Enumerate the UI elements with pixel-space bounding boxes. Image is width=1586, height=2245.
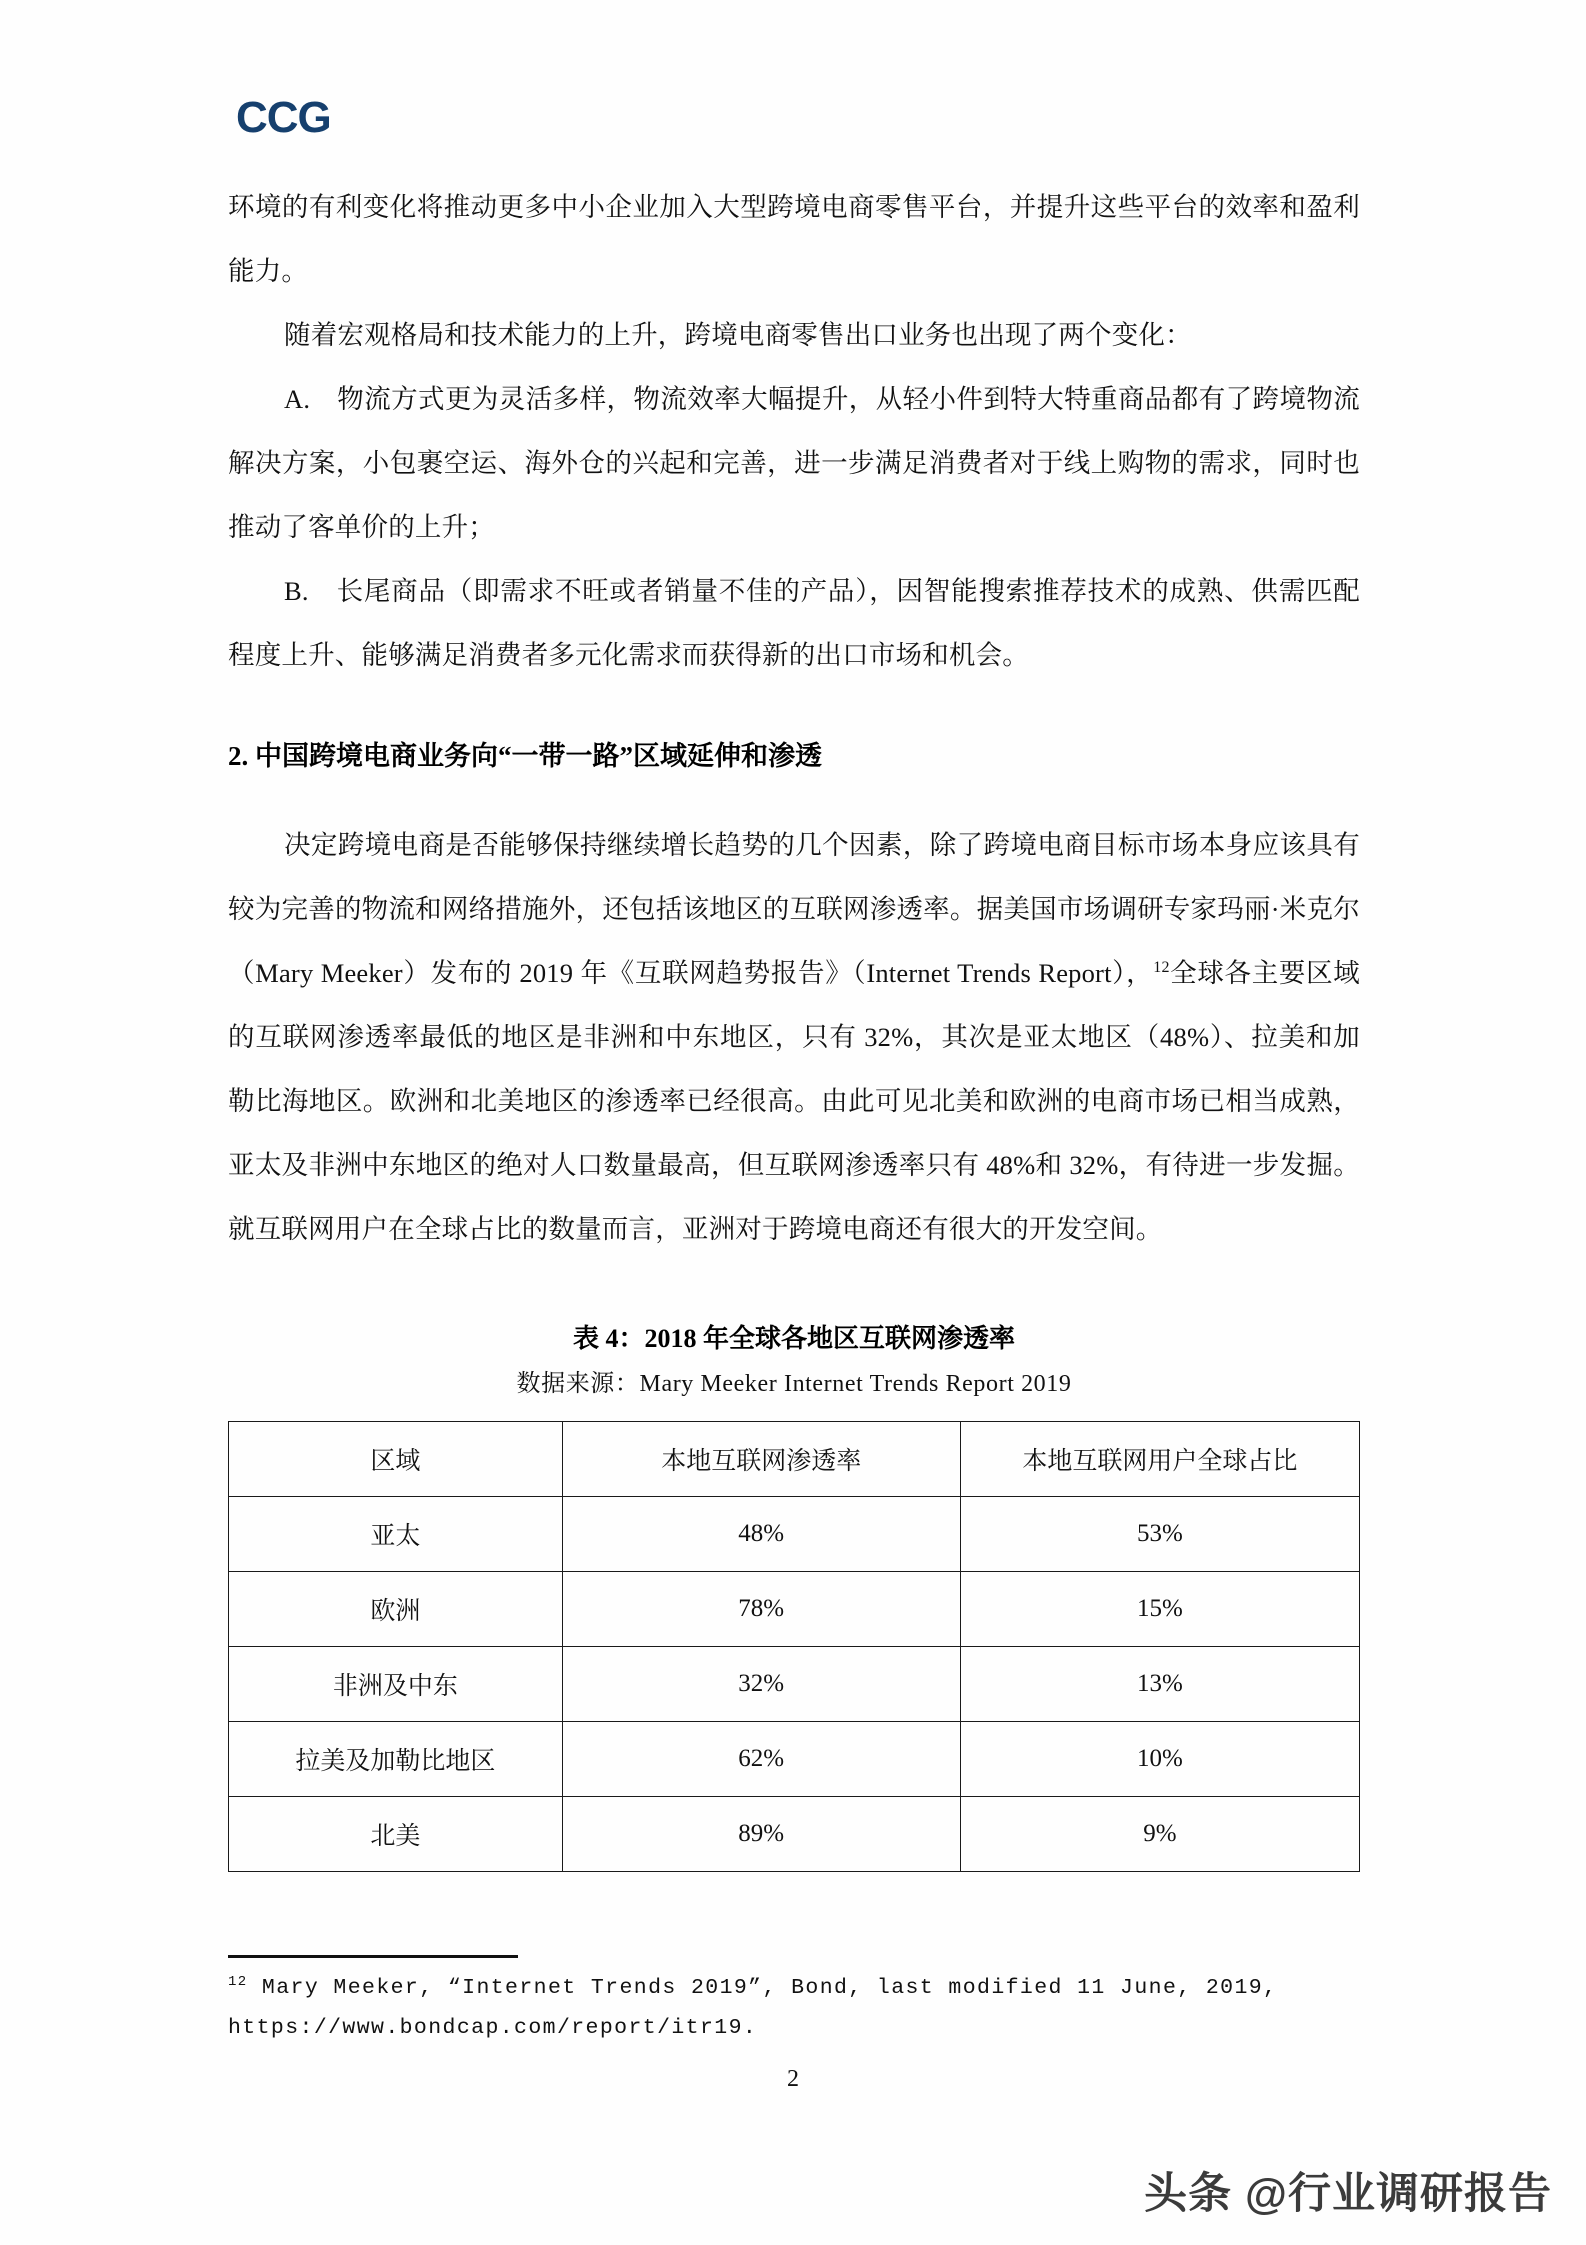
spacer-before-table xyxy=(228,1261,1360,1317)
page-number: 2 xyxy=(787,2066,799,2092)
cell-region: 亚太 xyxy=(229,1497,563,1572)
cell-penetration: 89% xyxy=(562,1797,960,1872)
cell-region: 北美 xyxy=(229,1797,563,1872)
ccg-logo xyxy=(236,93,331,142)
spacer-before-heading xyxy=(228,687,1360,731)
internet-penetration-table xyxy=(228,1421,1360,1872)
cell-region: 拉美及加勒比地区 xyxy=(229,1722,563,1797)
cell-share: 9% xyxy=(960,1797,1359,1872)
cell-region: 欧洲 xyxy=(229,1572,563,1647)
cell-penetration: 48% xyxy=(562,1497,960,1572)
spacer-after-heading xyxy=(228,781,1360,813)
footnote-text-1: Mary Meeker, “Internet Trends 2019”, Bond, last modified 11 June, 2019, xyxy=(247,1976,1278,2000)
footnote-line-2[interactable]: https://www.bondcap.com/report/itr19. xyxy=(228,2016,758,2040)
ccg-logo-text: CCG xyxy=(236,93,331,142)
document-body xyxy=(228,175,1360,1872)
table-row xyxy=(229,1647,1360,1722)
footnote-line-1 xyxy=(228,1968,1398,2008)
list-item-a: A. 物流方式更为灵活多样，物流效率大幅提升，从轻小件到特大特重商品都有了跨境物流解决方案，小包裹空运、海外仓的兴起和完善，进一步满足消费者对于线上购物的需求，同时也推动了客单价的上升； xyxy=(228,384,1360,542)
cell-penetration: 32% xyxy=(562,1647,960,1722)
watermark: 头条 @行业调研报告 xyxy=(1144,2170,1552,2218)
cell-penetration: 78% xyxy=(562,1572,960,1647)
column-header-share: 本地互联网用户全球占比 xyxy=(960,1422,1359,1497)
table-header-row xyxy=(229,1422,1360,1497)
paragraph-3-part1: 决定跨境电商是否能够保持继续增长趋势的几个因素，除了跨境电商目标市场本身应该具有较为完善的物流和网络措施外，还包括该地区的互联网渗透率。据美国市场调研专家玛丽·米克尔（Mary Meeker）发布的 2019 年《互联网趋势报告》（Internet Trends Report）， xyxy=(228,830,1360,988)
cell-penetration: 62% xyxy=(562,1722,960,1797)
footnote-separator xyxy=(228,1955,518,1958)
cell-share: 10% xyxy=(960,1722,1359,1797)
paragraph-3-part2: 全球各主要区域的互联网渗透率最低的地区是非洲和中东地区，只有 32%，其次是亚太地区（48%）、拉美和加勒比海地区。欧洲和北美地区的渗透率已经很高。由此可见北美和欧洲的电商市场已相当成熟，亚太及非洲中东地区的绝对人口数量最高，但互联网渗透率只有 48%和 32%，有待进一步发掘。就互联网用户在全球占比的数量而言，亚洲对于跨境电商还有很大的开发空间。 xyxy=(228,958,1361,1244)
column-header-penetration: 本地互联网渗透率 xyxy=(562,1422,960,1497)
footnote-reference-12[interactable]: 12 xyxy=(1153,959,1170,977)
table-row xyxy=(229,1572,1360,1647)
table-title: 表 4：2018 年全球各地区互联网渗透率 xyxy=(572,1324,1015,1353)
table-row xyxy=(229,1722,1360,1797)
cell-region: 非洲及中东 xyxy=(229,1647,563,1722)
section-heading-2: 2. 中国跨境电商业务向“一带一路”区域延伸和渗透 xyxy=(228,741,822,771)
cell-share: 53% xyxy=(960,1497,1359,1572)
cell-share: 15% xyxy=(960,1572,1359,1647)
table-row xyxy=(229,1797,1360,1872)
table-row xyxy=(229,1497,1360,1572)
table-source: 数据来源：Mary Meeker Internet Trends Report 2019 xyxy=(516,1371,1072,1397)
list-item-b: B. 长尾商品（即需求不旺或者销量不佳的产品），因智能搜索推荐技术的成熟、供需匹配程度上升、能够满足消费者多元化需求而获得新的出口市场和机会。 xyxy=(228,576,1360,670)
paragraph-3 xyxy=(228,813,1360,1261)
cell-share: 13% xyxy=(960,1647,1359,1722)
footnote-marker: 12 xyxy=(228,1973,248,1990)
spacer-table-gap xyxy=(228,1407,1360,1421)
paragraph-2: 随着宏观格局和技术能力的上升，跨境电商零售出口业务也出现了两个变化： xyxy=(284,320,1192,350)
column-header-region: 区域 xyxy=(229,1422,563,1497)
footnote-block xyxy=(228,1968,1398,2048)
paragraph-1: 环境的有利变化将推动更多中小企业加入大型跨境电商零售平台，并提升这些平台的效率和盈利能力。 xyxy=(228,192,1360,286)
